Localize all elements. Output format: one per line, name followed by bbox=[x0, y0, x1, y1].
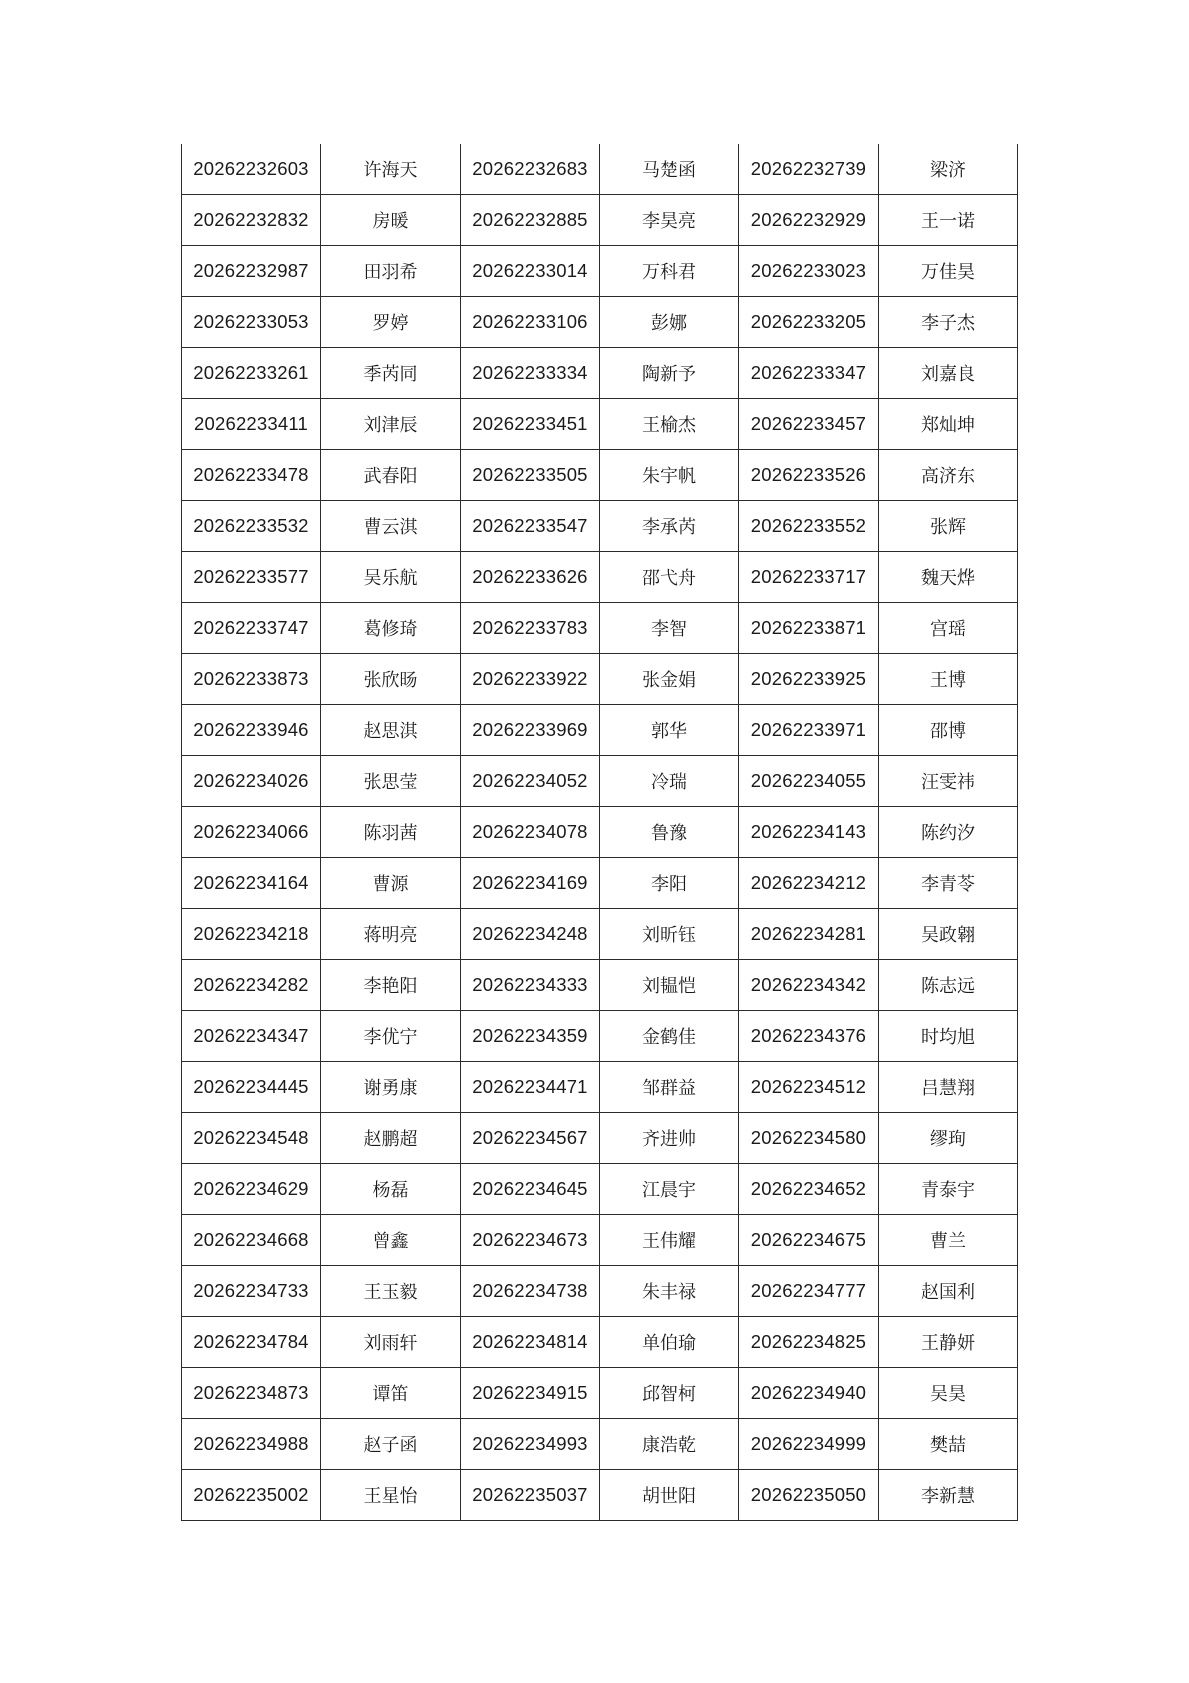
student-name-cell: 陈志远 bbox=[879, 960, 1018, 1011]
student-id-cell: 20262234873 bbox=[182, 1368, 321, 1419]
student-name-cell: 李阳 bbox=[600, 858, 739, 909]
roster-table-body bbox=[182, 144, 1018, 1521]
student-name-cell: 高济东 bbox=[879, 450, 1018, 501]
student-id-cell: 20262233552 bbox=[739, 501, 879, 552]
table-row bbox=[182, 807, 1018, 858]
student-id-cell: 20262233451 bbox=[461, 399, 600, 450]
table-row bbox=[182, 1164, 1018, 1215]
student-id-cell: 20262233871 bbox=[739, 603, 879, 654]
student-id-cell: 20262234915 bbox=[461, 1368, 600, 1419]
student-name-cell: 彭娜 bbox=[600, 297, 739, 348]
student-id-cell: 20262232885 bbox=[461, 195, 600, 246]
student-name-cell: 魏天烨 bbox=[879, 552, 1018, 603]
student-id-cell: 20262234248 bbox=[461, 909, 600, 960]
table-row bbox=[182, 501, 1018, 552]
student-name-cell: 青泰宇 bbox=[879, 1164, 1018, 1215]
student-name-cell: 季芮同 bbox=[321, 348, 461, 399]
student-name-cell: 王博 bbox=[879, 654, 1018, 705]
student-name-cell: 谢勇康 bbox=[321, 1062, 461, 1113]
table-row bbox=[182, 552, 1018, 603]
student-id-cell: 20262233478 bbox=[182, 450, 321, 501]
table-row bbox=[182, 756, 1018, 807]
student-id-cell: 20262234825 bbox=[739, 1317, 879, 1368]
student-id-cell: 20262233106 bbox=[461, 297, 600, 348]
student-name-cell: 康浩乾 bbox=[600, 1419, 739, 1470]
student-id-cell: 20262235037 bbox=[461, 1470, 600, 1521]
student-name-cell: 陈羽茜 bbox=[321, 807, 461, 858]
student-id-cell: 20262234652 bbox=[739, 1164, 879, 1215]
student-id-cell: 20262233411 bbox=[182, 399, 321, 450]
student-id-cell: 20262234169 bbox=[461, 858, 600, 909]
student-name-cell: 张辉 bbox=[879, 501, 1018, 552]
student-name-cell: 杨磊 bbox=[321, 1164, 461, 1215]
student-id-cell: 20262234066 bbox=[182, 807, 321, 858]
table-row bbox=[182, 144, 1018, 195]
table-row bbox=[182, 195, 1018, 246]
student-id-cell: 20262233547 bbox=[461, 501, 600, 552]
student-name-cell: 齐进帅 bbox=[600, 1113, 739, 1164]
student-id-cell: 20262233717 bbox=[739, 552, 879, 603]
student-id-cell: 20262234333 bbox=[461, 960, 600, 1011]
student-id-cell: 20262235002 bbox=[182, 1470, 321, 1521]
table-row bbox=[182, 705, 1018, 756]
student-id-cell: 20262234359 bbox=[461, 1011, 600, 1062]
roster-table bbox=[181, 144, 1018, 1521]
student-name-cell: 万佳昊 bbox=[879, 246, 1018, 297]
student-name-cell: 陈约汐 bbox=[879, 807, 1018, 858]
student-name-cell: 吴政翱 bbox=[879, 909, 1018, 960]
table-row bbox=[182, 1470, 1018, 1521]
student-name-cell: 王伟耀 bbox=[600, 1215, 739, 1266]
table-row bbox=[182, 1368, 1018, 1419]
student-name-cell: 曹源 bbox=[321, 858, 461, 909]
student-id-cell: 20262233747 bbox=[182, 603, 321, 654]
student-name-cell: 曹兰 bbox=[879, 1215, 1018, 1266]
student-id-cell: 20262233971 bbox=[739, 705, 879, 756]
student-name-cell: 刘昕钰 bbox=[600, 909, 739, 960]
student-id-cell: 20262233532 bbox=[182, 501, 321, 552]
table-row bbox=[182, 348, 1018, 399]
student-id-cell: 20262234814 bbox=[461, 1317, 600, 1368]
student-id-cell: 20262234055 bbox=[739, 756, 879, 807]
student-name-cell: 房暖 bbox=[321, 195, 461, 246]
student-name-cell: 李青苓 bbox=[879, 858, 1018, 909]
student-id-cell: 20262233457 bbox=[739, 399, 879, 450]
student-id-cell: 20262234738 bbox=[461, 1266, 600, 1317]
student-name-cell: 李智 bbox=[600, 603, 739, 654]
student-name-cell: 时均旭 bbox=[879, 1011, 1018, 1062]
student-id-cell: 20262234281 bbox=[739, 909, 879, 960]
student-name-cell: 吴乐航 bbox=[321, 552, 461, 603]
student-name-cell: 谭笛 bbox=[321, 1368, 461, 1419]
student-name-cell: 王星怡 bbox=[321, 1470, 461, 1521]
student-name-cell: 张金娟 bbox=[600, 654, 739, 705]
student-name-cell: 吕慧翔 bbox=[879, 1062, 1018, 1113]
student-name-cell: 许海天 bbox=[321, 144, 461, 195]
student-id-cell: 20262233053 bbox=[182, 297, 321, 348]
table-row bbox=[182, 246, 1018, 297]
student-id-cell: 20262234052 bbox=[461, 756, 600, 807]
student-name-cell: 王榆杰 bbox=[600, 399, 739, 450]
student-id-cell: 20262232987 bbox=[182, 246, 321, 297]
table-row bbox=[182, 450, 1018, 501]
table-row bbox=[182, 297, 1018, 348]
table-row bbox=[182, 960, 1018, 1011]
student-name-cell: 马楚函 bbox=[600, 144, 739, 195]
student-name-cell: 李优宁 bbox=[321, 1011, 461, 1062]
student-id-cell: 20262234342 bbox=[739, 960, 879, 1011]
student-id-cell: 20262234026 bbox=[182, 756, 321, 807]
student-name-cell: 王一诺 bbox=[879, 195, 1018, 246]
student-name-cell: 鲁豫 bbox=[600, 807, 739, 858]
student-name-cell: 朱丰禄 bbox=[600, 1266, 739, 1317]
student-name-cell: 张思莹 bbox=[321, 756, 461, 807]
student-id-cell: 20262234347 bbox=[182, 1011, 321, 1062]
table-row bbox=[182, 399, 1018, 450]
table-row bbox=[182, 1266, 1018, 1317]
table-row bbox=[182, 1011, 1018, 1062]
student-id-cell: 20262234777 bbox=[739, 1266, 879, 1317]
student-name-cell: 王玉毅 bbox=[321, 1266, 461, 1317]
student-name-cell: 邵博 bbox=[879, 705, 1018, 756]
student-id-cell: 20262235050 bbox=[739, 1470, 879, 1521]
student-id-cell: 20262234580 bbox=[739, 1113, 879, 1164]
table-row bbox=[182, 1062, 1018, 1113]
student-name-cell: 朱宇帆 bbox=[600, 450, 739, 501]
student-name-cell: 赵思淇 bbox=[321, 705, 461, 756]
student-name-cell: 胡世阳 bbox=[600, 1470, 739, 1521]
student-id-cell: 20262232929 bbox=[739, 195, 879, 246]
student-name-cell: 万科君 bbox=[600, 246, 739, 297]
table-row bbox=[182, 1113, 1018, 1164]
student-name-cell: 陶新予 bbox=[600, 348, 739, 399]
student-name-cell: 蒋明亮 bbox=[321, 909, 461, 960]
student-name-cell: 田羽希 bbox=[321, 246, 461, 297]
student-id-cell: 20262234548 bbox=[182, 1113, 321, 1164]
student-name-cell: 李艳阳 bbox=[321, 960, 461, 1011]
student-id-cell: 20262233969 bbox=[461, 705, 600, 756]
student-id-cell: 20262234673 bbox=[461, 1215, 600, 1266]
student-name-cell: 王静妍 bbox=[879, 1317, 1018, 1368]
student-name-cell: 李昊亮 bbox=[600, 195, 739, 246]
student-name-cell: 冷瑞 bbox=[600, 756, 739, 807]
student-name-cell: 罗婷 bbox=[321, 297, 461, 348]
student-name-cell: 曾鑫 bbox=[321, 1215, 461, 1266]
student-name-cell: 赵国利 bbox=[879, 1266, 1018, 1317]
student-name-cell: 汪雯祎 bbox=[879, 756, 1018, 807]
student-name-cell: 宫瑶 bbox=[879, 603, 1018, 654]
student-name-cell: 邵弋舟 bbox=[600, 552, 739, 603]
student-id-cell: 20262234629 bbox=[182, 1164, 321, 1215]
student-name-cell: 赵鹏超 bbox=[321, 1113, 461, 1164]
student-id-cell: 20262234282 bbox=[182, 960, 321, 1011]
student-name-cell: 曹云淇 bbox=[321, 501, 461, 552]
student-id-cell: 20262233946 bbox=[182, 705, 321, 756]
student-id-cell: 20262234668 bbox=[182, 1215, 321, 1266]
student-id-cell: 20262234988 bbox=[182, 1419, 321, 1470]
student-id-cell: 20262234078 bbox=[461, 807, 600, 858]
student-id-cell: 20262234376 bbox=[739, 1011, 879, 1062]
student-id-cell: 20262234567 bbox=[461, 1113, 600, 1164]
student-id-cell: 20262232603 bbox=[182, 144, 321, 195]
student-name-cell: 刘津辰 bbox=[321, 399, 461, 450]
student-id-cell: 20262234645 bbox=[461, 1164, 600, 1215]
table-row bbox=[182, 858, 1018, 909]
student-id-cell: 20262233014 bbox=[461, 246, 600, 297]
student-name-cell: 江晨宇 bbox=[600, 1164, 739, 1215]
student-name-cell: 李新慧 bbox=[879, 1470, 1018, 1521]
student-id-cell: 20262233261 bbox=[182, 348, 321, 399]
table-row bbox=[182, 1419, 1018, 1470]
student-name-cell: 刘韫恺 bbox=[600, 960, 739, 1011]
student-name-cell: 梁济 bbox=[879, 144, 1018, 195]
student-name-cell: 郑灿坤 bbox=[879, 399, 1018, 450]
student-name-cell: 赵子函 bbox=[321, 1419, 461, 1470]
student-id-cell: 20262232739 bbox=[739, 144, 879, 195]
table-row bbox=[182, 603, 1018, 654]
student-id-cell: 20262234999 bbox=[739, 1419, 879, 1470]
student-id-cell: 20262233925 bbox=[739, 654, 879, 705]
student-name-cell: 李子杰 bbox=[879, 297, 1018, 348]
student-id-cell: 20262234212 bbox=[739, 858, 879, 909]
student-name-cell: 刘雨轩 bbox=[321, 1317, 461, 1368]
student-name-cell: 张欣旸 bbox=[321, 654, 461, 705]
student-name-cell: 吴昊 bbox=[879, 1368, 1018, 1419]
student-name-cell: 刘嘉良 bbox=[879, 348, 1018, 399]
student-id-cell: 20262233205 bbox=[739, 297, 879, 348]
student-id-cell: 20262234143 bbox=[739, 807, 879, 858]
student-id-cell: 20262234940 bbox=[739, 1368, 879, 1419]
student-id-cell: 20262233334 bbox=[461, 348, 600, 399]
student-id-cell: 20262234512 bbox=[739, 1062, 879, 1113]
student-id-cell: 20262233505 bbox=[461, 450, 600, 501]
student-id-cell: 20262234993 bbox=[461, 1419, 600, 1470]
student-name-cell: 金鹤佳 bbox=[600, 1011, 739, 1062]
student-id-cell: 20262234733 bbox=[182, 1266, 321, 1317]
student-name-cell: 邱智柯 bbox=[600, 1368, 739, 1419]
student-name-cell: 葛修琦 bbox=[321, 603, 461, 654]
table-row bbox=[182, 909, 1018, 960]
student-id-cell: 20262233873 bbox=[182, 654, 321, 705]
student-id-cell: 20262233922 bbox=[461, 654, 600, 705]
student-id-cell: 20262232832 bbox=[182, 195, 321, 246]
student-id-cell: 20262234164 bbox=[182, 858, 321, 909]
student-name-cell: 邹群益 bbox=[600, 1062, 739, 1113]
student-name-cell: 郭华 bbox=[600, 705, 739, 756]
student-id-cell: 20262233783 bbox=[461, 603, 600, 654]
student-id-cell: 20262233526 bbox=[739, 450, 879, 501]
student-name-cell: 武春阳 bbox=[321, 450, 461, 501]
student-id-cell: 20262233023 bbox=[739, 246, 879, 297]
student-name-cell: 樊喆 bbox=[879, 1419, 1018, 1470]
table-row bbox=[182, 654, 1018, 705]
student-id-cell: 20262232683 bbox=[461, 144, 600, 195]
student-id-cell: 20262234784 bbox=[182, 1317, 321, 1368]
table-row bbox=[182, 1215, 1018, 1266]
student-id-cell: 20262234445 bbox=[182, 1062, 321, 1113]
student-id-cell: 20262234675 bbox=[739, 1215, 879, 1266]
table-row bbox=[182, 1317, 1018, 1368]
student-name-cell: 缪珣 bbox=[879, 1113, 1018, 1164]
student-name-cell: 单伯瑜 bbox=[600, 1317, 739, 1368]
student-id-cell: 20262234218 bbox=[182, 909, 321, 960]
student-id-cell: 20262233626 bbox=[461, 552, 600, 603]
student-id-cell: 20262234471 bbox=[461, 1062, 600, 1113]
student-id-cell: 20262233347 bbox=[739, 348, 879, 399]
student-name-cell: 李承芮 bbox=[600, 501, 739, 552]
student-id-cell: 20262233577 bbox=[182, 552, 321, 603]
